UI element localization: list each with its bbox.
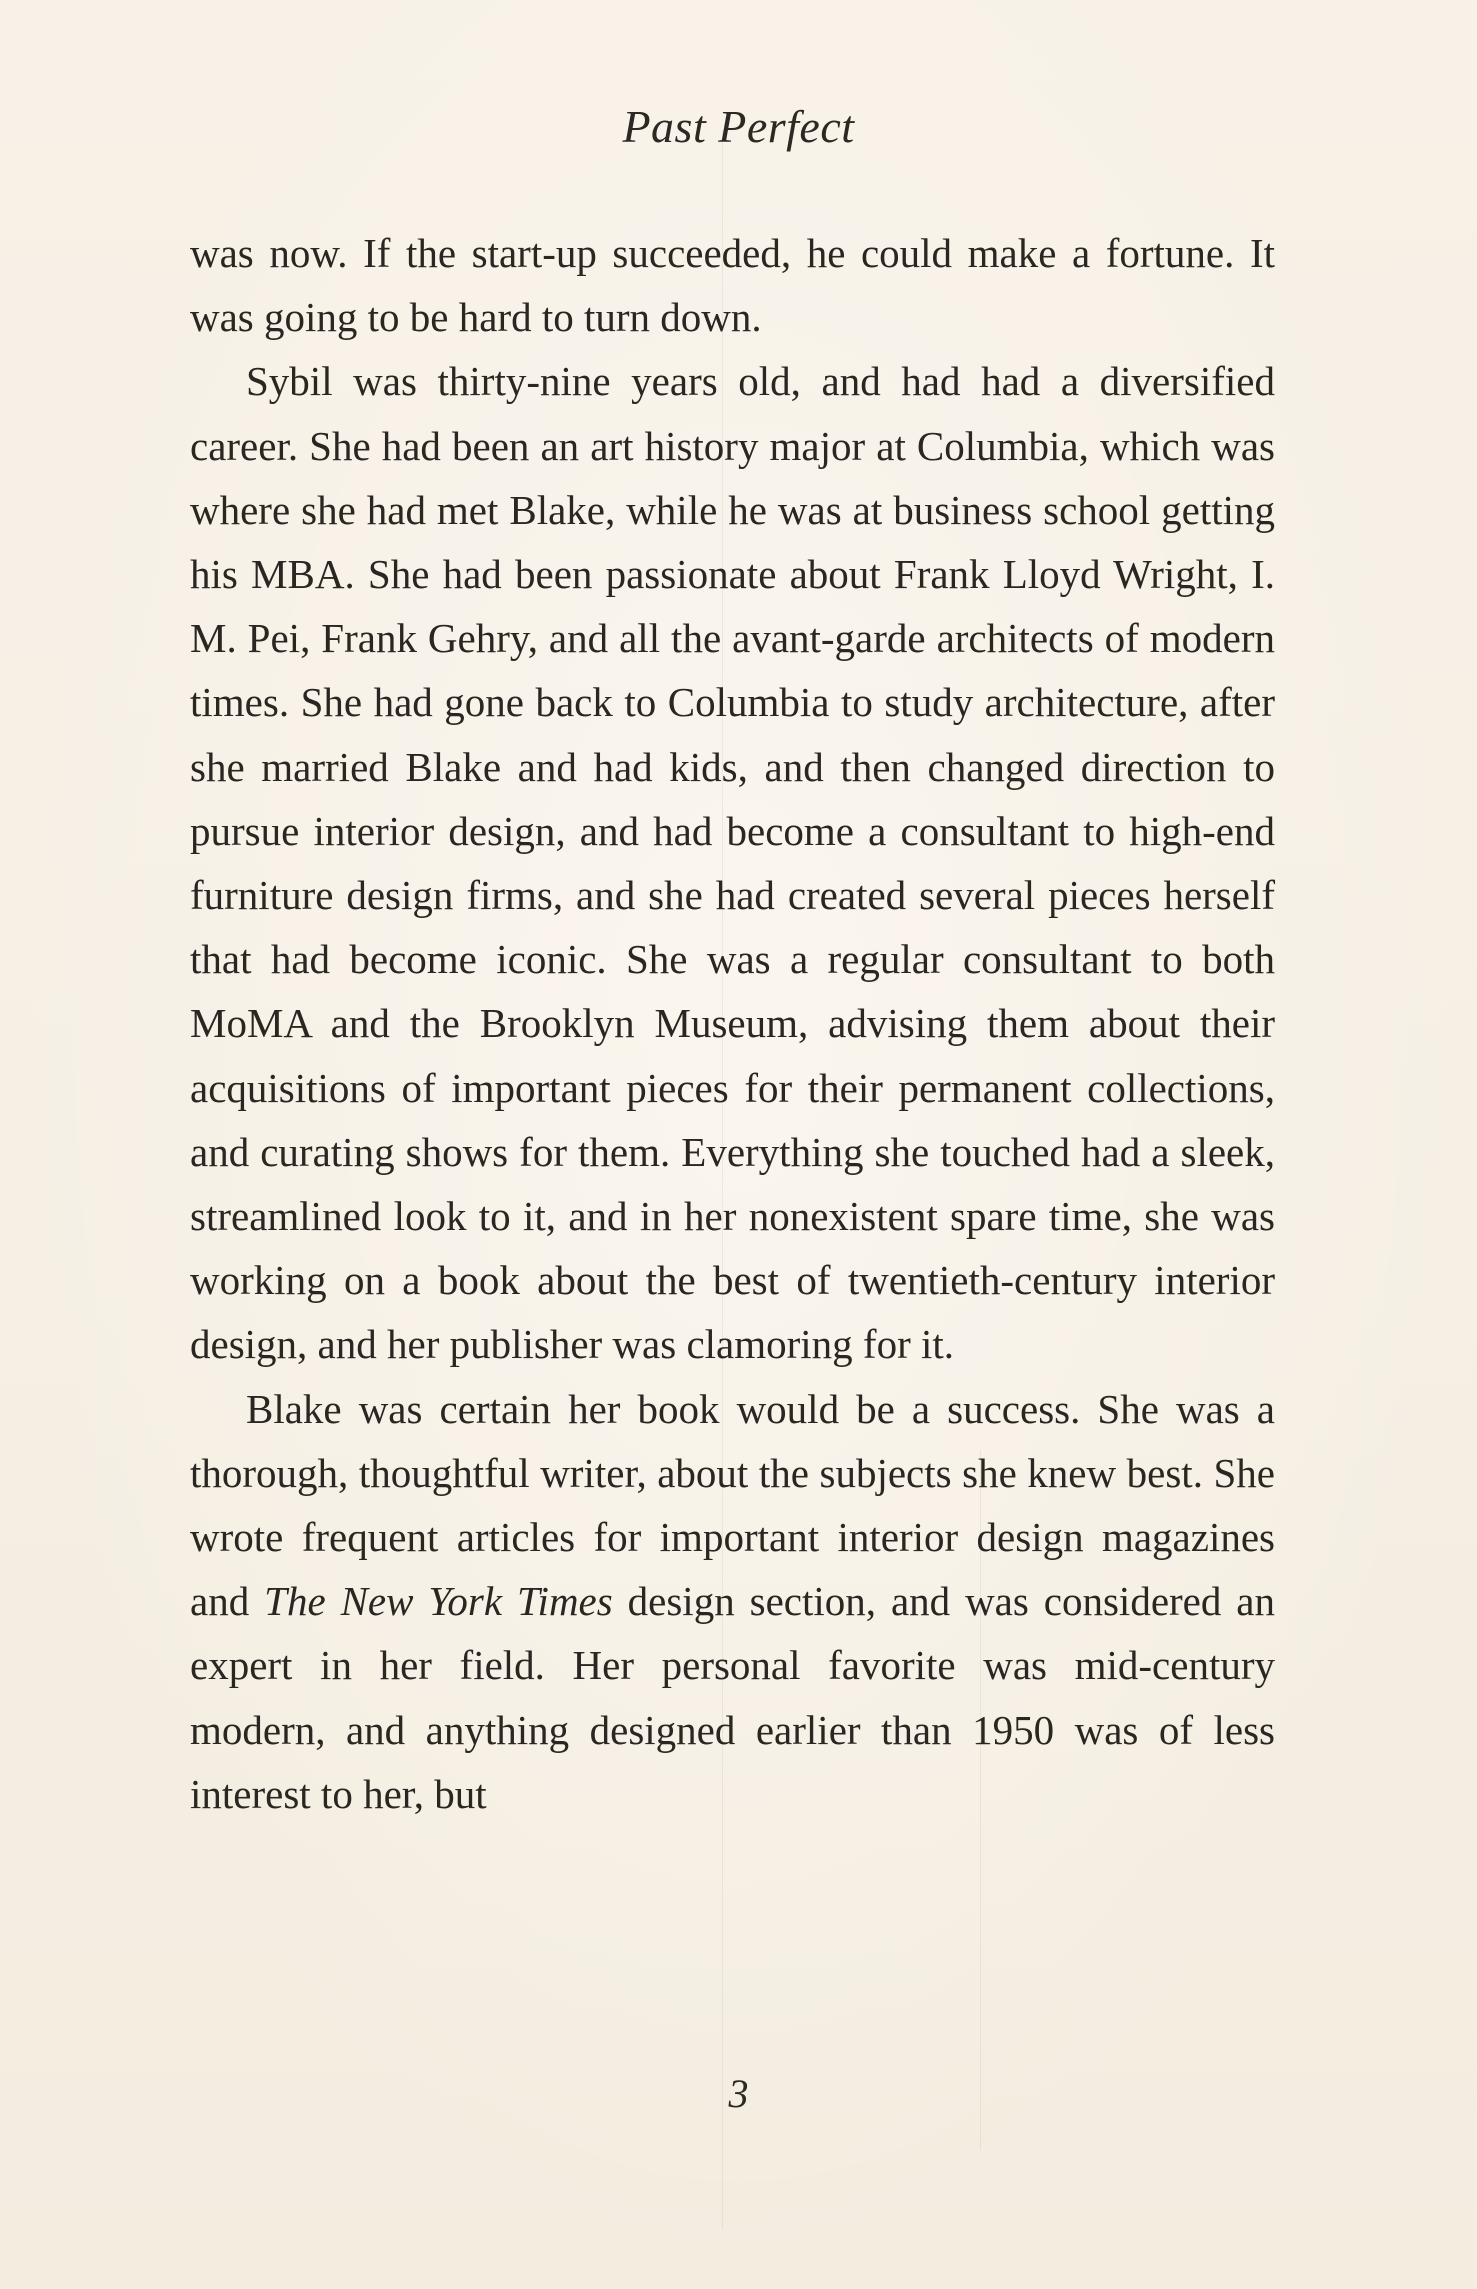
running-head: Past Perfect bbox=[622, 101, 855, 152]
paragraph-3-text-continued: design section, and was considered an expert in her field. Her personal favorite was mid-century modern, and anything designed earlier than 1950 was of less interest to her, but bbox=[190, 1578, 1275, 1817]
paragraph-2: Sybil was thirty-nine years old, and had had a diversified career. She had been an art history major at Columbia, which was where she had met Blake, while he was at business school getting his MBA. She had been passionate about Frank Lloyd Wright, I. M. Pei, Frank Gehry, and all the avant-garde architects of modern times. She had gone back to Columbia to study architecture, after she married Blake and had kids, and then changed direction to pursue interior design, and had become a consultant to high-end furniture design firms, and she had created several pieces herself that had become iconic. She was a regular consultant to both MoMA and the Brooklyn Museum, advising them about their acquisitions of important pieces for their permanent collections, and curating shows for them. Everything she touched had a sleek, streamlined look to it, and in her nonexistent spare time, she was working on a book about the best of twentieth-century interior design, and her publisher was clamoring for it. bbox=[190, 358, 1275, 1368]
paragraph-3 bbox=[190, 1377, 1275, 1826]
publication-title: The New York Times bbox=[264, 1578, 613, 1625]
paragraph-3-text: Blake was certain her book would be a success. She was a thorough, thoughtful writer, about the subjects she knew best. She wrote frequent articles for important interior design magazines and bbox=[190, 1385, 1275, 1625]
page-number: 3 bbox=[728, 2071, 749, 2116]
paragraph-1: was now. If the start-up succeeded, he could make a fortune. It was going to be hard to turn down. bbox=[190, 230, 1275, 341]
body-text bbox=[190, 221, 1275, 1826]
